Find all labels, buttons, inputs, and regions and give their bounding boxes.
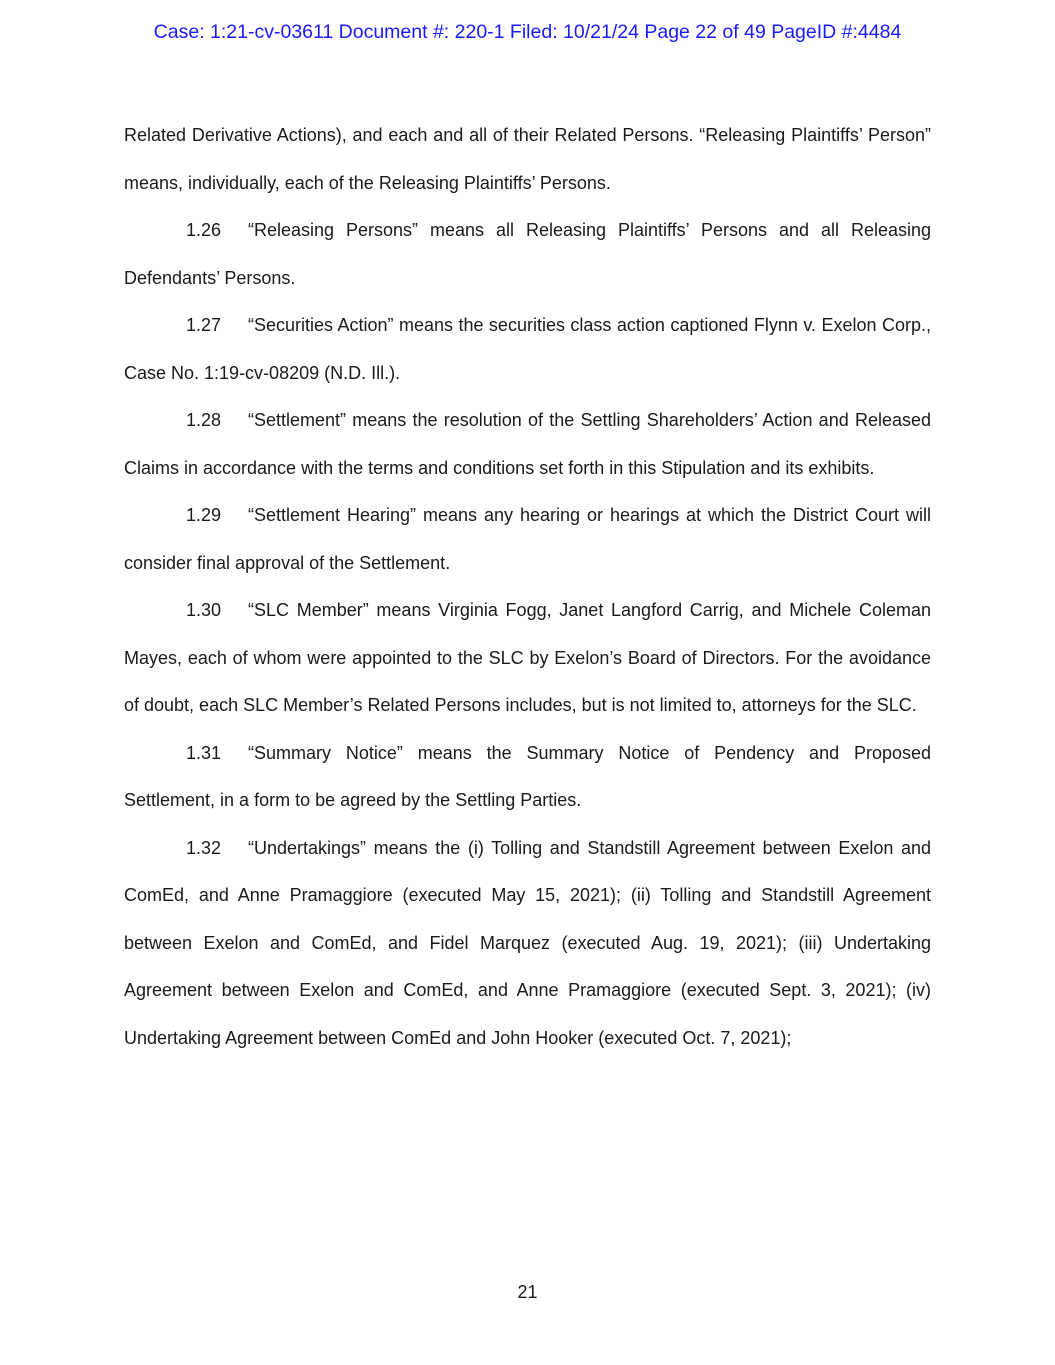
paragraph-text: “Releasing Persons” means all Releasing Plaintiffs’ Persons and all Releasing Defendants’ Persons.	[124, 220, 931, 288]
paragraph-text: “SLC Member” means Virginia Fogg, Janet Langford Carrig, and Michele Coleman Mayes, each of whom were appointed to the SLC by Exelon’s Board of Directors. For the avoidance of doubt, each SLC Member’s Related Persons includes, but is not limited to, attorneys for the SLC.	[124, 600, 931, 715]
document-body	[124, 112, 931, 1062]
paragraph-text: “Settlement Hearing” means any hearing or hearings at which the District Court will consider final approval of the Settlement.	[124, 505, 931, 573]
definition-1-32	[124, 825, 931, 1063]
case-header: Case: 1:21-cv-03611 Document #: 220-1 Filed: 10/21/24 Page 22 of 49 PageID #:4484	[153, 21, 902, 43]
definition-1-27	[124, 302, 931, 397]
definition-1-28	[124, 397, 931, 492]
section-number: 1.30	[186, 600, 222, 620]
definition-1-30	[124, 587, 931, 730]
paragraph-text: “Undertakings” means the (i) Tolling and Standstill Agreement between Exelon and ComEd, and Anne Pramaggiore (executed May 15, 2021); (ii) Tolling and Standstill Agreement between Exelon and ComEd, and Fidel Marquez (executed Aug. 19, 2021); (iii) Undertaking Agreement between Exelon and ComEd, and Anne Pramaggiore (executed Sept. 3, 2021); (iv) Undertaking Agreement between ComEd and John Hooker (executed Oct. 7, 2021);	[124, 837, 931, 1048]
definition-1-26	[124, 207, 931, 302]
definition-1-29	[124, 492, 931, 587]
section-number: 1.31	[186, 742, 222, 763]
paragraph-text: Related Derivative Actions), and each and all of their Related Persons. “Releasing Plaintiffs’ Person” means, individually, each of the Releasing Plaintiffs’ Persons.	[124, 125, 931, 193]
paragraph-text: “Summary Notice” means the Summary Notice of Pendency and Proposed Settlement, in a form to be agreed by the Settling Parties.	[124, 742, 931, 810]
section-number: 1.26	[186, 220, 222, 240]
paragraph-text: “Securities Action” means the securities class action captioned Flynn v. Exelon Corp., Case No. 1:19-cv-08209 (N.D. Ill.).	[124, 315, 931, 383]
paragraph-continuation	[124, 112, 931, 207]
section-number: 1.28	[186, 410, 222, 430]
page-number: 21	[517, 1282, 538, 1302]
definition-1-31	[124, 730, 931, 825]
section-number: 1.32	[186, 837, 222, 858]
paragraph-text: “Settlement” means the resolution of the Settling Shareholders’ Action and Released Claims in accordance with the terms and conditions set forth in this Stipulation and its exhibits.	[124, 410, 931, 478]
section-number: 1.27	[186, 315, 222, 335]
section-number: 1.29	[186, 505, 222, 525]
